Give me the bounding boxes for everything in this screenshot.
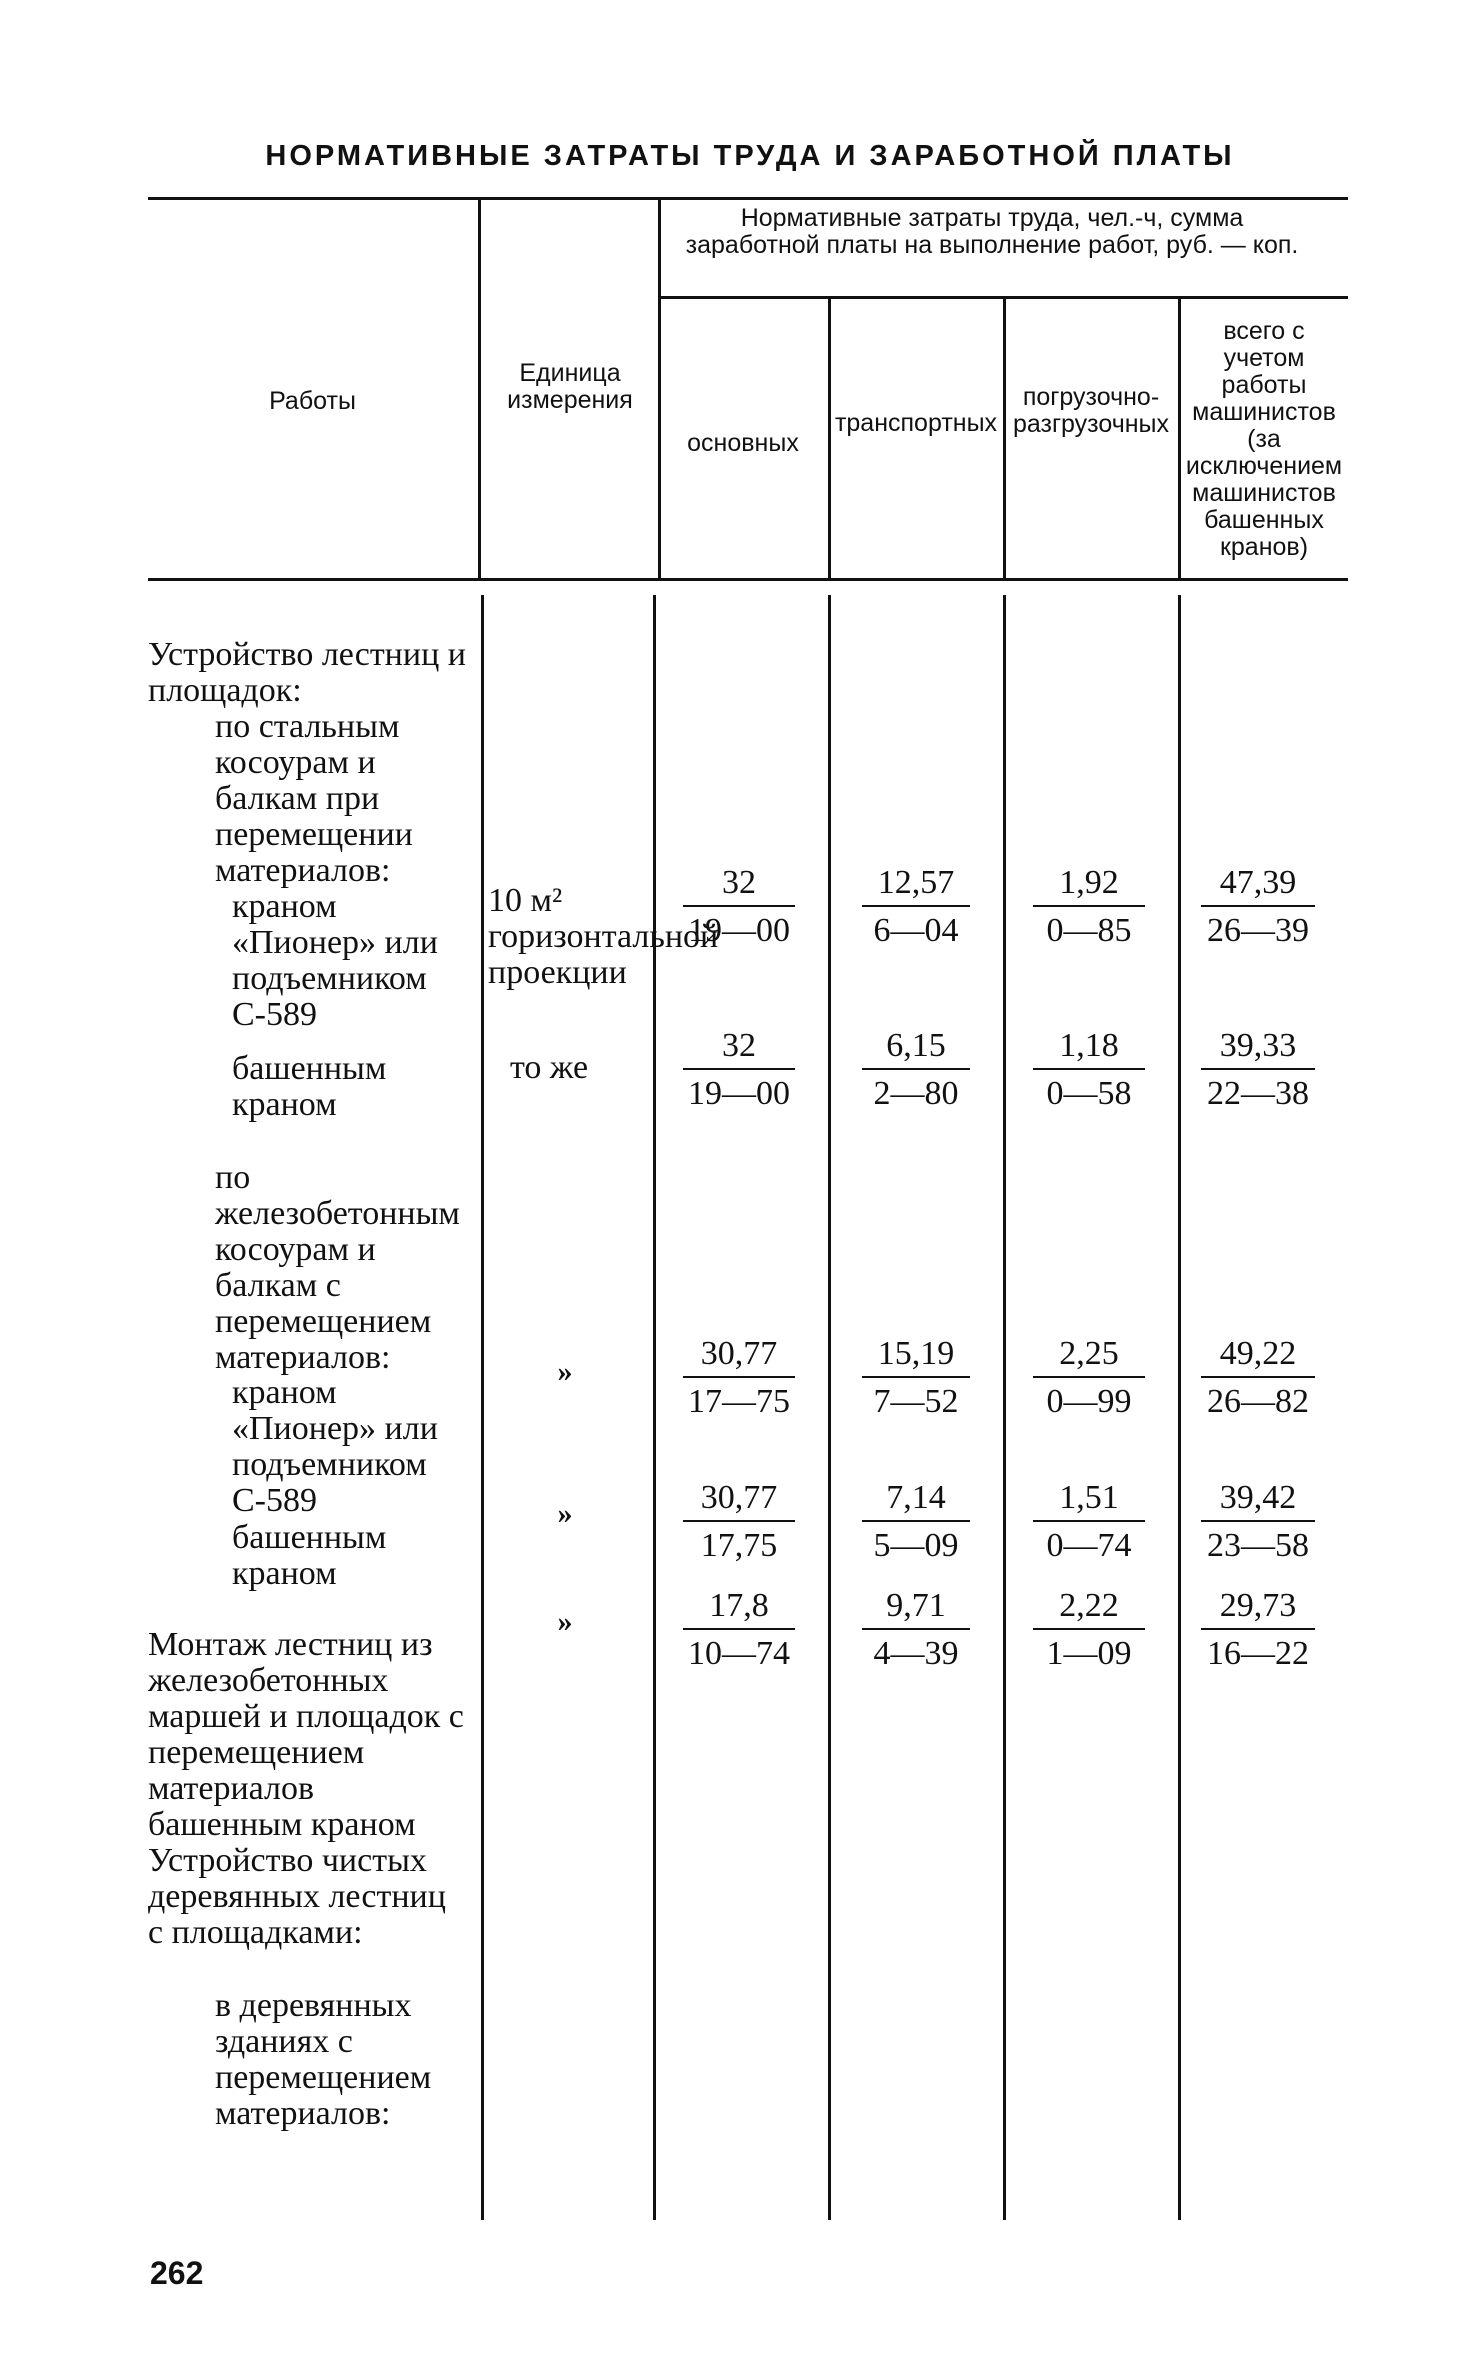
value-wage: 0—74	[1046, 1527, 1132, 1564]
body-divider-3	[828, 595, 831, 2220]
value-labor: 7,14	[862, 1476, 970, 1522]
value-wage: 10—74	[688, 1635, 790, 1672]
header-divider-5	[1178, 299, 1181, 578]
value-labor: 39,33	[1201, 1024, 1315, 1070]
value-labor: 30,77	[683, 1332, 795, 1378]
work-wooden-buildings: в деревянных зданиях с перемещением материалов:	[215, 1987, 432, 2132]
value-wage: 26—39	[1207, 912, 1309, 949]
header-col-transport: транспортных	[834, 409, 998, 437]
cell-transport	[862, 1332, 970, 1422]
cell-total	[1201, 1584, 1315, 1674]
cell-loading	[1033, 1584, 1145, 1674]
value-labor: 1,51	[1033, 1476, 1145, 1522]
value-wage: 0—85	[1046, 912, 1132, 949]
cell-total	[1201, 1332, 1315, 1422]
value-labor: 12,57	[862, 861, 970, 907]
value-labor: 47,39	[1201, 861, 1315, 907]
value-labor: 15,19	[862, 1332, 970, 1378]
value-labor: 49,22	[1201, 1332, 1315, 1378]
value-labor: 32	[683, 1024, 795, 1070]
value-wage: 19—00	[688, 1075, 790, 1112]
work-tower-crane-2: башенным краном	[232, 1519, 387, 1592]
header-col-total: всего с учетом работы машинистов (за исключением машинистов башенных кранов)	[1185, 317, 1343, 561]
value-labor: 39,42	[1201, 1476, 1315, 1522]
header-col-loading: погрузочно-разгрузочных	[1012, 383, 1170, 438]
header-unit: Единица измерения	[507, 359, 633, 414]
work-tower-crane-1: башенным краном	[232, 1050, 387, 1123]
value-wage: 17—75	[688, 1383, 790, 1420]
cell-loading	[1033, 1476, 1145, 1566]
value-wage: 2—80	[873, 1075, 959, 1112]
value-wage: 0—58	[1046, 1075, 1132, 1112]
header-bottom-rule	[148, 578, 1348, 581]
value-labor: 2,22	[1033, 1584, 1145, 1630]
value-wage: 23—58	[1207, 1527, 1309, 1564]
body-divider-2	[653, 595, 656, 2220]
header-divider-4	[1003, 299, 1006, 578]
cell-main	[683, 861, 795, 951]
body-divider-5	[1178, 595, 1181, 2220]
unit-ditto-3: »	[557, 1605, 573, 1638]
cell-main	[683, 1024, 795, 1114]
header-divider-2	[658, 200, 661, 578]
work-steel: по стальным косоурам и балкам при перемещении материалов:	[215, 708, 413, 889]
work-mount: Монтаж лестниц из железобетонных маршей и площадок с перемещением материалов башенным краном	[148, 1626, 464, 1843]
work-stairs: Устройство лестниц и площадок:	[148, 636, 466, 709]
value-labor: 17,8	[683, 1584, 795, 1630]
value-wage: 17,75	[700, 1527, 778, 1564]
cell-loading	[1033, 1024, 1145, 1114]
cell-transport	[862, 861, 970, 951]
value-labor: 6,15	[862, 1024, 970, 1070]
header-group: Нормативные затраты труда, чел.-ч, сумма заработной платы на выполнение работ, руб. — коп.	[685, 204, 1299, 259]
table-top-rule	[148, 197, 1348, 200]
value-wage: 16—22	[1207, 1635, 1309, 1672]
value-labor: 1,18	[1033, 1024, 1145, 1070]
body-divider-1	[481, 595, 484, 2220]
work-crane-pioneer-1: краном «Пионер» или подъемником С-589	[232, 888, 438, 1033]
cell-loading	[1033, 1332, 1145, 1422]
value-wage: 5—09	[873, 1527, 959, 1564]
value-wage: 7—52	[873, 1383, 959, 1420]
value-wage: 26—82	[1207, 1383, 1309, 1420]
header-divider-1	[478, 200, 481, 578]
work-rc: по железобетонным косоурам и балкам с перемещением материалов:	[215, 1159, 460, 1376]
value-wage: 0—99	[1046, 1383, 1132, 1420]
header-divider-3	[828, 299, 831, 578]
unit-row-1: 10 м² горизонтальной проекции	[488, 882, 719, 991]
cell-total	[1201, 1024, 1315, 1114]
value-labor: 29,73	[1201, 1584, 1315, 1630]
unit-row-2: то же	[510, 1049, 589, 1086]
work-wooden: Устройство чистых деревянных лестниц с площадками:	[148, 1842, 446, 1951]
header-col-main: основных	[687, 429, 799, 457]
value-labor: 30,77	[683, 1476, 795, 1522]
value-wage: 6—04	[873, 912, 959, 949]
cell-main	[683, 1584, 795, 1674]
cell-loading	[1033, 861, 1145, 951]
value-wage: 4—39	[873, 1635, 959, 1672]
value-labor: 9,71	[862, 1584, 970, 1630]
unit-ditto-2: »	[557, 1497, 573, 1530]
value-labor: 1,92	[1033, 861, 1145, 907]
cell-total	[1201, 861, 1315, 951]
value-wage: 1—09	[1046, 1635, 1132, 1672]
cell-total	[1201, 1476, 1315, 1566]
unit-ditto-1: »	[557, 1355, 573, 1388]
header-works: Работы	[269, 387, 356, 415]
value-wage: 22—38	[1207, 1075, 1309, 1112]
value-wage: 19—00	[688, 912, 790, 949]
work-crane-pioneer-2: краном «Пионер» или подъемником С-589	[232, 1374, 438, 1519]
cell-transport	[862, 1476, 970, 1566]
cell-main	[683, 1476, 795, 1566]
page-title: НОРМАТИВНЫЕ ЗАТРАТЫ ТРУДА И ЗАРАБОТНОЙ ПЛАТЫ	[265, 140, 1235, 172]
page-number: 262	[150, 2255, 204, 2291]
cell-main	[683, 1332, 795, 1422]
body-divider-4	[1003, 595, 1006, 2220]
value-labor: 2,25	[1033, 1332, 1145, 1378]
value-labor: 32	[683, 861, 795, 907]
cell-transport	[862, 1024, 970, 1114]
cell-transport	[862, 1584, 970, 1674]
